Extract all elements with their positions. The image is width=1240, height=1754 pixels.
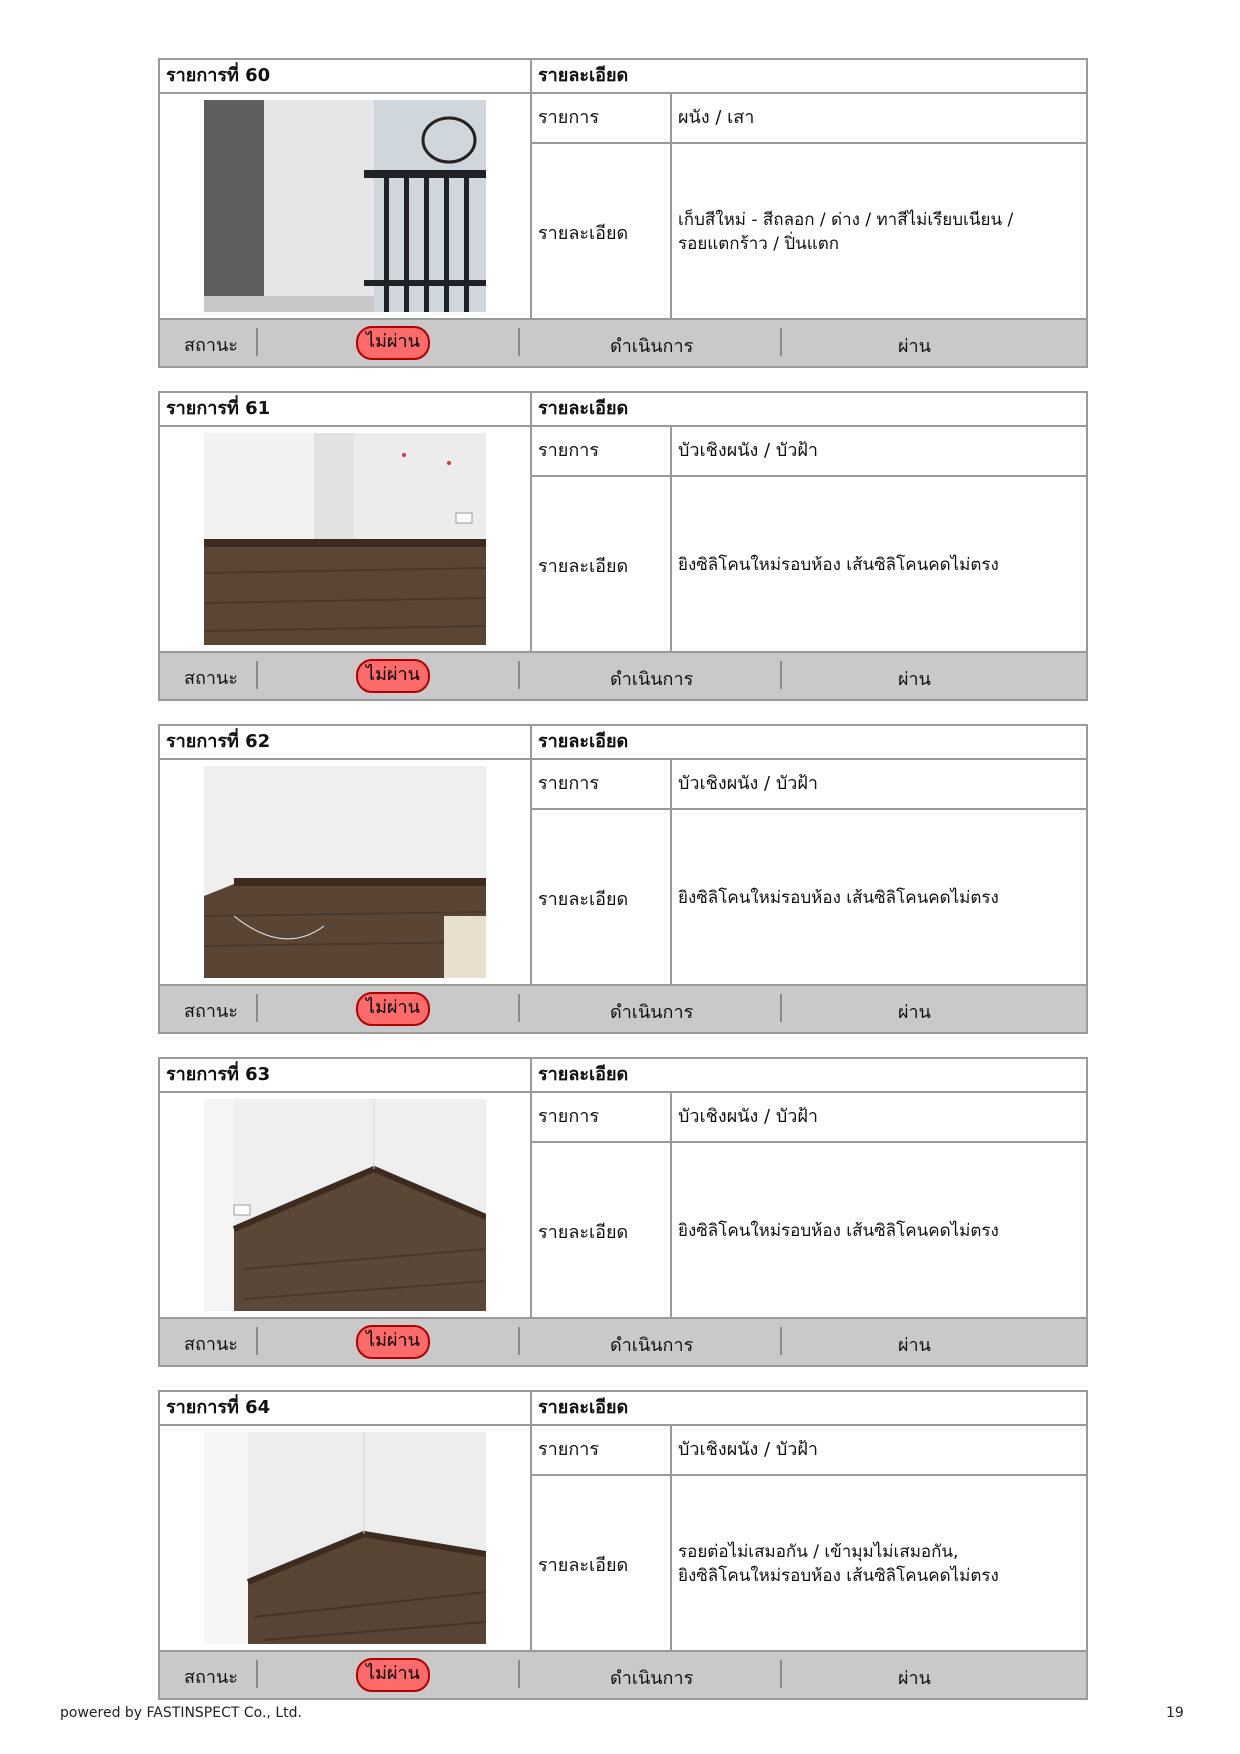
inspection-item-60 <box>158 58 1088 368</box>
divider <box>518 1327 520 1355</box>
divider <box>518 994 520 1022</box>
divider <box>256 1660 258 1688</box>
status-in-progress[interactable]: ดำเนินการ <box>610 669 694 690</box>
photo-cell <box>160 760 532 986</box>
status-pass[interactable]: ผ่าน <box>898 1668 931 1689</box>
page-number: 19 <box>1166 1705 1184 1721</box>
detail-value <box>672 1476 1086 1652</box>
detail-line: ยิงซิลิโคนใหม่รอบห้อง เส้นซิลิโคนคดไม่ตรง <box>678 1566 999 1586</box>
wall-baseboard-photo <box>204 766 486 978</box>
inspection-item-64 <box>158 1390 1088 1700</box>
status-fail-badge[interactable]: ไม่ผ่าน <box>356 659 430 693</box>
detail-line: รอยแตกร้าว / ปิ่นแตก <box>678 234 840 254</box>
divider <box>256 661 258 689</box>
inspection-item-61 <box>158 391 1088 701</box>
divider <box>256 328 258 356</box>
status-in-progress[interactable]: ดำเนินการ <box>610 336 694 357</box>
wall-baseboard-photo <box>204 433 486 645</box>
divider <box>780 1660 782 1688</box>
status-pass[interactable]: ผ่าน <box>898 336 931 357</box>
detail-value <box>672 144 1086 320</box>
detail-header: รายละเอียด <box>532 393 1086 427</box>
status-fail-badge[interactable]: ไม่ผ่าน <box>356 992 430 1026</box>
detail-label: รายละเอียด <box>532 1476 672 1652</box>
category-value: ผนัง / เสา <box>672 94 1086 144</box>
status-pass[interactable]: ผ่าน <box>898 669 931 690</box>
status-bar <box>160 651 1086 699</box>
detail-label: รายละเอียด <box>532 810 672 986</box>
balcony-railing-photo <box>204 100 486 312</box>
divider <box>518 328 520 356</box>
detail-line: เก็บสีใหม่ - สีถลอก / ด่าง / ทาสีไม่เรียบเนียน / <box>678 210 1014 230</box>
status-fail-badge[interactable]: ไม่ผ่าน <box>356 1325 430 1359</box>
status-in-progress[interactable]: ดำเนินการ <box>610 1002 694 1023</box>
detail-label: รายละเอียด <box>532 144 672 320</box>
category-label: รายการ <box>532 427 672 477</box>
status-pass[interactable]: ผ่าน <box>898 1002 931 1023</box>
inspection-item-62 <box>158 724 1088 1034</box>
status-label: สถานะ <box>184 1334 238 1355</box>
status-label: สถานะ <box>184 1667 238 1688</box>
divider <box>780 328 782 356</box>
item-title: รายการที่ 64 <box>160 1392 532 1426</box>
divider <box>780 994 782 1022</box>
status-bar <box>160 318 1086 366</box>
detail-line: ยิงซิลิโคนใหม่รอบห้อง เส้นซิลิโคนคดไม่ตรง <box>678 555 999 575</box>
detail-value <box>672 1143 1086 1319</box>
detail-header: รายละเอียด <box>532 60 1086 94</box>
detail-header: รายละเอียด <box>532 1392 1086 1426</box>
footer-powered-by: powered by FASTINSPECT Co., Ltd. <box>60 1705 302 1721</box>
inspection-item-63 <box>158 1057 1088 1367</box>
detail-header: รายละเอียด <box>532 726 1086 760</box>
room-corner-photo <box>204 1432 486 1644</box>
photo-cell <box>160 94 532 320</box>
detail-label: รายละเอียด <box>532 1143 672 1319</box>
detail-line: ยิงซิลิโคนใหม่รอบห้อง เส้นซิลิโคนคดไม่ตรง <box>678 888 999 908</box>
category-label: รายการ <box>532 760 672 810</box>
divider <box>256 994 258 1022</box>
photo-cell <box>160 1093 532 1319</box>
photo-cell <box>160 427 532 653</box>
room-corner-photo <box>204 1099 486 1311</box>
item-title: รายการที่ 62 <box>160 726 532 760</box>
category-label: รายการ <box>532 1426 672 1476</box>
status-label: สถานะ <box>184 335 238 356</box>
detail-value <box>672 477 1086 653</box>
status-in-progress[interactable]: ดำเนินการ <box>610 1668 694 1689</box>
status-bar <box>160 984 1086 1032</box>
category-value: บัวเชิงผนัง / บัวฝ้า <box>672 1426 1086 1476</box>
detail-line: ยิงซิลิโคนใหม่รอบห้อง เส้นซิลิโคนคดไม่ตรง <box>678 1221 999 1241</box>
divider <box>518 1660 520 1688</box>
item-title: รายการที่ 61 <box>160 393 532 427</box>
category-label: รายการ <box>532 1093 672 1143</box>
photo-cell <box>160 1426 532 1652</box>
status-pass[interactable]: ผ่าน <box>898 1335 931 1356</box>
category-label: รายการ <box>532 94 672 144</box>
divider <box>780 661 782 689</box>
status-fail-badge[interactable]: ไม่ผ่าน <box>356 326 430 360</box>
status-label: สถานะ <box>184 1001 238 1022</box>
divider <box>518 661 520 689</box>
divider <box>256 1327 258 1355</box>
detail-value <box>672 810 1086 986</box>
item-title: รายการที่ 63 <box>160 1059 532 1093</box>
detail-header: รายละเอียด <box>532 1059 1086 1093</box>
category-value: บัวเชิงผนัง / บัวฝ้า <box>672 1093 1086 1143</box>
item-title: รายการที่ 60 <box>160 60 532 94</box>
status-bar <box>160 1317 1086 1365</box>
status-fail-badge[interactable]: ไม่ผ่าน <box>356 1658 430 1692</box>
status-label: สถานะ <box>184 668 238 689</box>
divider <box>780 1327 782 1355</box>
status-bar <box>160 1650 1086 1698</box>
category-value: บัวเชิงผนัง / บัวฝ้า <box>672 427 1086 477</box>
status-in-progress[interactable]: ดำเนินการ <box>610 1335 694 1356</box>
category-value: บัวเชิงผนัง / บัวฝ้า <box>672 760 1086 810</box>
detail-label: รายละเอียด <box>532 477 672 653</box>
detail-line: รอยต่อไม่เสมอกัน / เข้ามุมไม่เสมอกัน, <box>678 1542 959 1562</box>
